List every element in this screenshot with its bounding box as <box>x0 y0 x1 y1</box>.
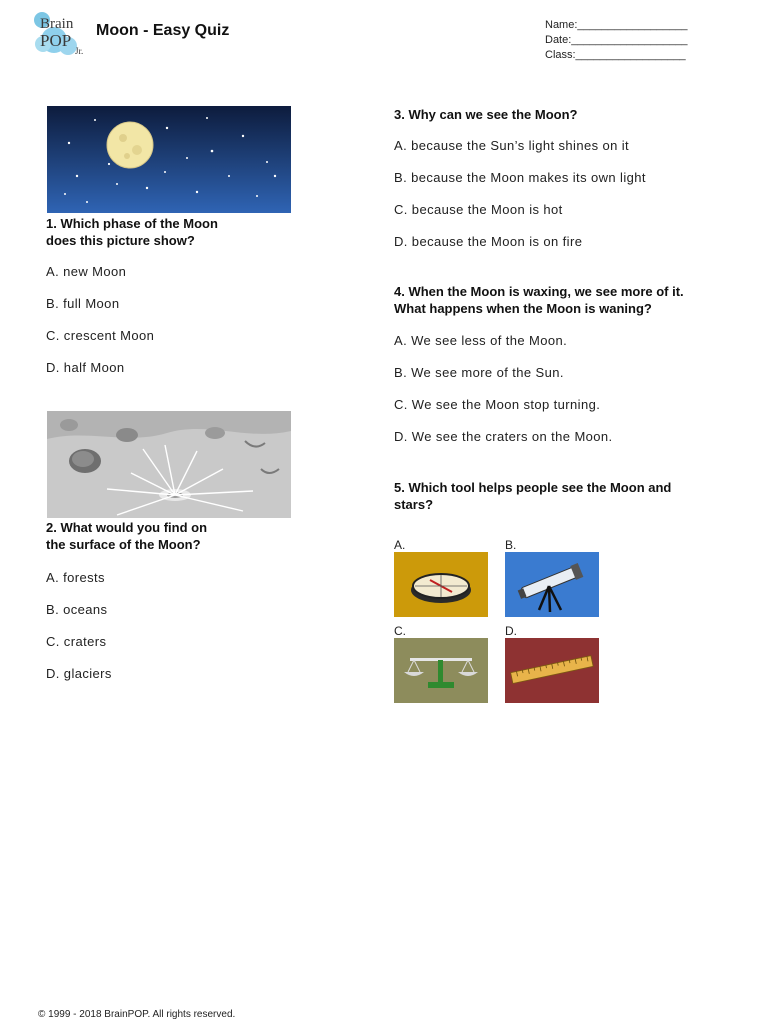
q1-option-c[interactable]: C. crescent Moon <box>46 328 155 343</box>
q4-option-d[interactable]: D. We see the craters on the Moon. <box>394 429 613 444</box>
q5-choice-c[interactable] <box>394 638 488 703</box>
question-4-line-2: What happens when the Moon is waning? <box>394 301 652 316</box>
question-4-text <box>394 283 684 317</box>
q5-choice-d[interactable] <box>505 638 599 703</box>
q5-choice-a-label: A. <box>394 538 406 552</box>
moon-surface-image <box>47 411 291 518</box>
question-5-text <box>394 479 671 513</box>
question-5-line-2: stars? <box>394 497 434 512</box>
logo-text-brain: Brain <box>40 16 74 32</box>
question-4-line-1: 4. When the Moon is waxing, we see more of it. <box>394 284 684 299</box>
q5-choice-b-label: B. <box>505 538 517 552</box>
q2-option-b[interactable]: B. oceans <box>46 602 108 617</box>
q4-option-c[interactable]: C. We see the Moon stop turning. <box>394 397 601 412</box>
q5-choice-b[interactable] <box>505 552 599 617</box>
q5-choice-a[interactable] <box>394 552 488 617</box>
telescope-icon <box>505 552 599 617</box>
q3-option-c[interactable]: C. because the Moon is hot <box>394 202 563 217</box>
q5-choice-c-label: C. <box>394 624 406 638</box>
balance-scale-icon <box>394 638 488 703</box>
q4-option-a[interactable]: A. We see less of the Moon. <box>394 333 568 348</box>
q1-option-b[interactable]: B. full Moon <box>46 296 120 311</box>
question-1-text <box>46 215 218 249</box>
date-field-label: Date:___________________ <box>545 34 688 46</box>
brainpop-jr-logo <box>34 10 94 58</box>
ruler-icon <box>505 638 599 703</box>
full-moon-image <box>47 106 291 213</box>
q2-option-a[interactable]: A. forests <box>46 570 105 585</box>
q3-option-d[interactable]: D. because the Moon is on fire <box>394 234 583 249</box>
q4-option-b[interactable]: B. We see more of the Sun. <box>394 365 564 380</box>
q1-option-a[interactable]: A. new Moon <box>46 264 127 279</box>
name-field-label: Name:__________________ <box>545 19 688 31</box>
q1-option-d[interactable]: D. half Moon <box>46 360 125 375</box>
class-field-label: Class:__________________ <box>545 49 686 61</box>
question-2-line-1: 2. What would you find on <box>46 520 208 535</box>
student-info <box>545 18 688 63</box>
question-1-line-1: 1. Which phase of the Moon <box>46 216 218 231</box>
copyright-footer: © 1999 - 2018 BrainPOP. All rights reserved. <box>38 1009 236 1020</box>
compass-icon <box>394 552 488 617</box>
logo-text-jr: Jr. <box>75 46 84 56</box>
q2-option-c[interactable]: C. craters <box>46 634 107 649</box>
q5-choice-d-label: D. <box>505 624 517 638</box>
question-5-line-1: 5. Which tool helps people see the Moon and <box>394 480 672 495</box>
question-2-line-2: the surface of the Moon? <box>46 537 201 552</box>
question-1-line-2: does this picture show? <box>46 233 195 248</box>
logo-text-pop: POP <box>40 31 72 50</box>
page-title: Moon - Easy Quiz <box>96 22 230 39</box>
q3-option-a[interactable]: A. because the Sun’s light shines on it <box>394 138 630 153</box>
question-3-text: 3. Why can we see the Moon? <box>394 107 578 122</box>
q2-option-d[interactable]: D. glaciers <box>46 666 112 681</box>
question-2-text <box>46 519 207 553</box>
q3-option-b[interactable]: B. because the Moon makes its own light <box>394 170 646 185</box>
